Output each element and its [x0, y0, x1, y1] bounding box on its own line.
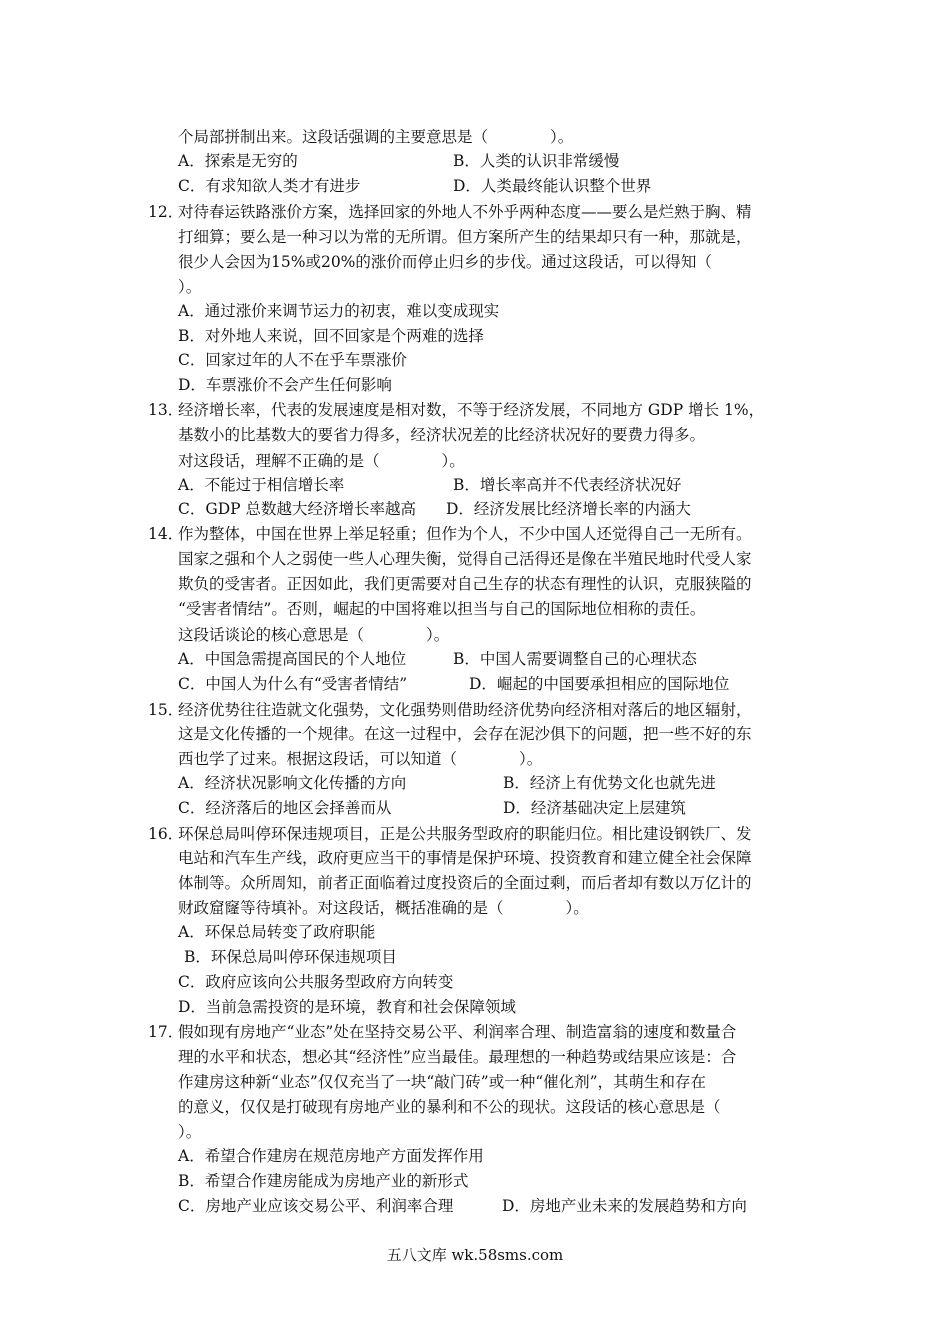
q12-stem-line: 很少人会因为15%或20%的涨价而停止归乡的步伐。通过这段话，可以得知（	[178, 253, 712, 271]
q16-stem-line: 财政窟窿等待填补。对这段话，概括准确的是（ ）。	[178, 899, 589, 917]
q14-stem-line: 这段话谈论的核心意思是（ ）。	[178, 626, 450, 644]
q13-stem-line: 基数小的比基数大的要省力得多，经济状况差的比经济状况好的要费力得多。	[178, 426, 706, 444]
q17-stem-line: 的意义，仅仅是打破现有房地产业的暴利和不公的现状。这段话的核心意思是（	[178, 1098, 721, 1116]
q14-stem-line: “受害者情结”。否则，崛起的中国将难以担当与自己的国际地位相称的责任。	[178, 600, 706, 618]
q13-option-b: B．增长率高并不代表经济状况好	[453, 476, 682, 494]
q15-stem-line: 经济优势往往造就文化强势，文化强势则借助经济优势向经济相对落后的地区辐射，	[178, 701, 752, 719]
q15-option-c: C．经济落后的地区会择善而从	[178, 799, 392, 817]
q14-stem-line: 国家之强和个人之弱使一些人心理失衡，觉得自己活得还是像在半殖民地时代受人家	[178, 550, 752, 568]
q14-stem-line: 欺负的受害者。正因如此，我们更需要对自己生存的状态有理性的认识，克服狭隘的	[178, 575, 752, 593]
q17-stem-line: 理的水平和状态，想必其“经济性”应当最佳。最理想的一种趋势或结果应该是：合	[178, 1048, 737, 1066]
q12-stem-line: 打细算；要么是一种习以为常的无所谓。但方案所产生的结果却只有一种，那就是，	[178, 228, 752, 246]
q14-option-d: D．崛起的中国要承担相应的国际地位	[469, 675, 730, 693]
q17-option-d: D．房地产业未来的发展趋势和方向	[502, 1197, 747, 1215]
q15-option-b: B．经济上有优势文化也就先进	[503, 774, 716, 792]
q16-option-a: A．环保总局转变了政府职能	[178, 923, 376, 941]
q12-stem-line: ）。	[178, 278, 202, 296]
q13-stem-line: 对这段话，理解不正确的是（ ）。	[178, 452, 465, 470]
q15-stem-line: 西也学了过来。根据这段话，可以知道（ ）。	[178, 750, 543, 768]
q13-option-a: A．不能过于相信增长率	[178, 476, 345, 494]
q12-option-b: B．对外地人来说，回不回家是个两难的选择	[178, 327, 484, 345]
q17-stem-line: ）。	[178, 1123, 202, 1141]
q17-option-b: B．希望合作建房能成为房地产业的新形式	[178, 1172, 469, 1190]
q16-number: 16．	[148, 825, 184, 843]
q11-option-d: D．人类最终能认识整个世界	[453, 177, 652, 195]
q15-option-a: A．经济状况影响文化传播的方向	[178, 774, 407, 792]
q14-stem-line: 作为整体，中国在世界上举足轻重；但作为个人，不少中国人还觉得自己一无所有。	[178, 525, 752, 543]
q13-number: 13．	[148, 401, 184, 419]
q17-number: 17．	[148, 1023, 184, 1041]
q12-option-c: C．回家过年的人不在乎车票涨价	[178, 351, 407, 369]
q13-option-d: D．经济发展比经济增长率的内涵大	[446, 500, 691, 518]
q17-stem-line: 假如现有房地产“业态”处在坚持交易公平、利润率合理、制造富翁的速度和数量合	[178, 1023, 737, 1041]
q13-option-c: C．GDP 总数越大经济增长率越高	[178, 500, 417, 518]
page-footer: 五八文库 wk.58sms.com	[386, 1246, 564, 1264]
q11-option-b: B．人类的认识非常缓慢	[453, 152, 620, 170]
q16-option-c: C．政府应该向公共服务型政府方向转变	[178, 973, 454, 991]
q14-number: 14．	[148, 525, 184, 543]
q14-option-a: A．中国急需提高国民的个人地位	[178, 650, 407, 668]
q11-continuation: 个局部拼制出来。这段话强调的主要意思是（ ）。	[178, 128, 574, 146]
q16-stem-line: 环保总局叫停环保违规项目，正是公共服务型政府的职能归位。相比建设钢铁厂、发	[178, 825, 752, 843]
q11-option-c: C．有求知欲人类才有进步	[178, 177, 361, 195]
q17-option-a: A．希望合作建房在规范房地产方面发挥作用	[178, 1147, 484, 1165]
q13-stem-line: 经济增长率，代表的发展速度是相对数，不等于经济发展，不同地方 GDP 增长 1%，	[178, 401, 765, 419]
q12-option-d: D．车票涨价不会产生任何影响	[178, 376, 392, 394]
q14-option-b: B．中国人需要调整自己的心理状态	[453, 650, 697, 668]
q15-stem-line: 这是文化传播的一个规律。在这一过程中，会存在泥沙俱下的问题，把一些不好的东	[178, 725, 752, 743]
q12-stem-line: 对待春运铁路涨价方案，选择回家的外地人不外乎两种态度——要么是烂熟于胸、精	[178, 203, 752, 221]
q12-number: 12．	[148, 203, 184, 221]
q16-option-d: D．当前急需投资的是环境，教育和社会保障领域	[178, 998, 516, 1016]
q14-option-c: C．中国人为什么有“受害者情结”	[178, 675, 408, 693]
q16-stem-line: 体制等。众所周知，前者正面临着过度投资后的全面过剩，而后者却有数以万亿计的	[178, 874, 752, 892]
q11-option-a: A．探索是无穷的	[178, 152, 298, 170]
q17-stem-line: 作建房这种新“业态”仅仅充当了一块“敲门砖”或一种“催化剂”，其萌生和存在	[178, 1073, 707, 1091]
q15-option-d: D．经济基础决定上层建筑	[503, 799, 686, 817]
q16-option-b: B．环保总局叫停环保违规项目	[184, 948, 397, 966]
q16-stem-line: 电站和汽车生产线，政府更应当干的事情是保护环境、投资教育和建立健全社会保障	[178, 849, 752, 867]
q12-option-a: A．通过涨价来调节运力的初衷，难以变成现实	[178, 302, 500, 320]
q17-option-c: C．房地产业应该交易公平、利润率合理	[178, 1197, 454, 1215]
q15-number: 15．	[148, 701, 184, 719]
